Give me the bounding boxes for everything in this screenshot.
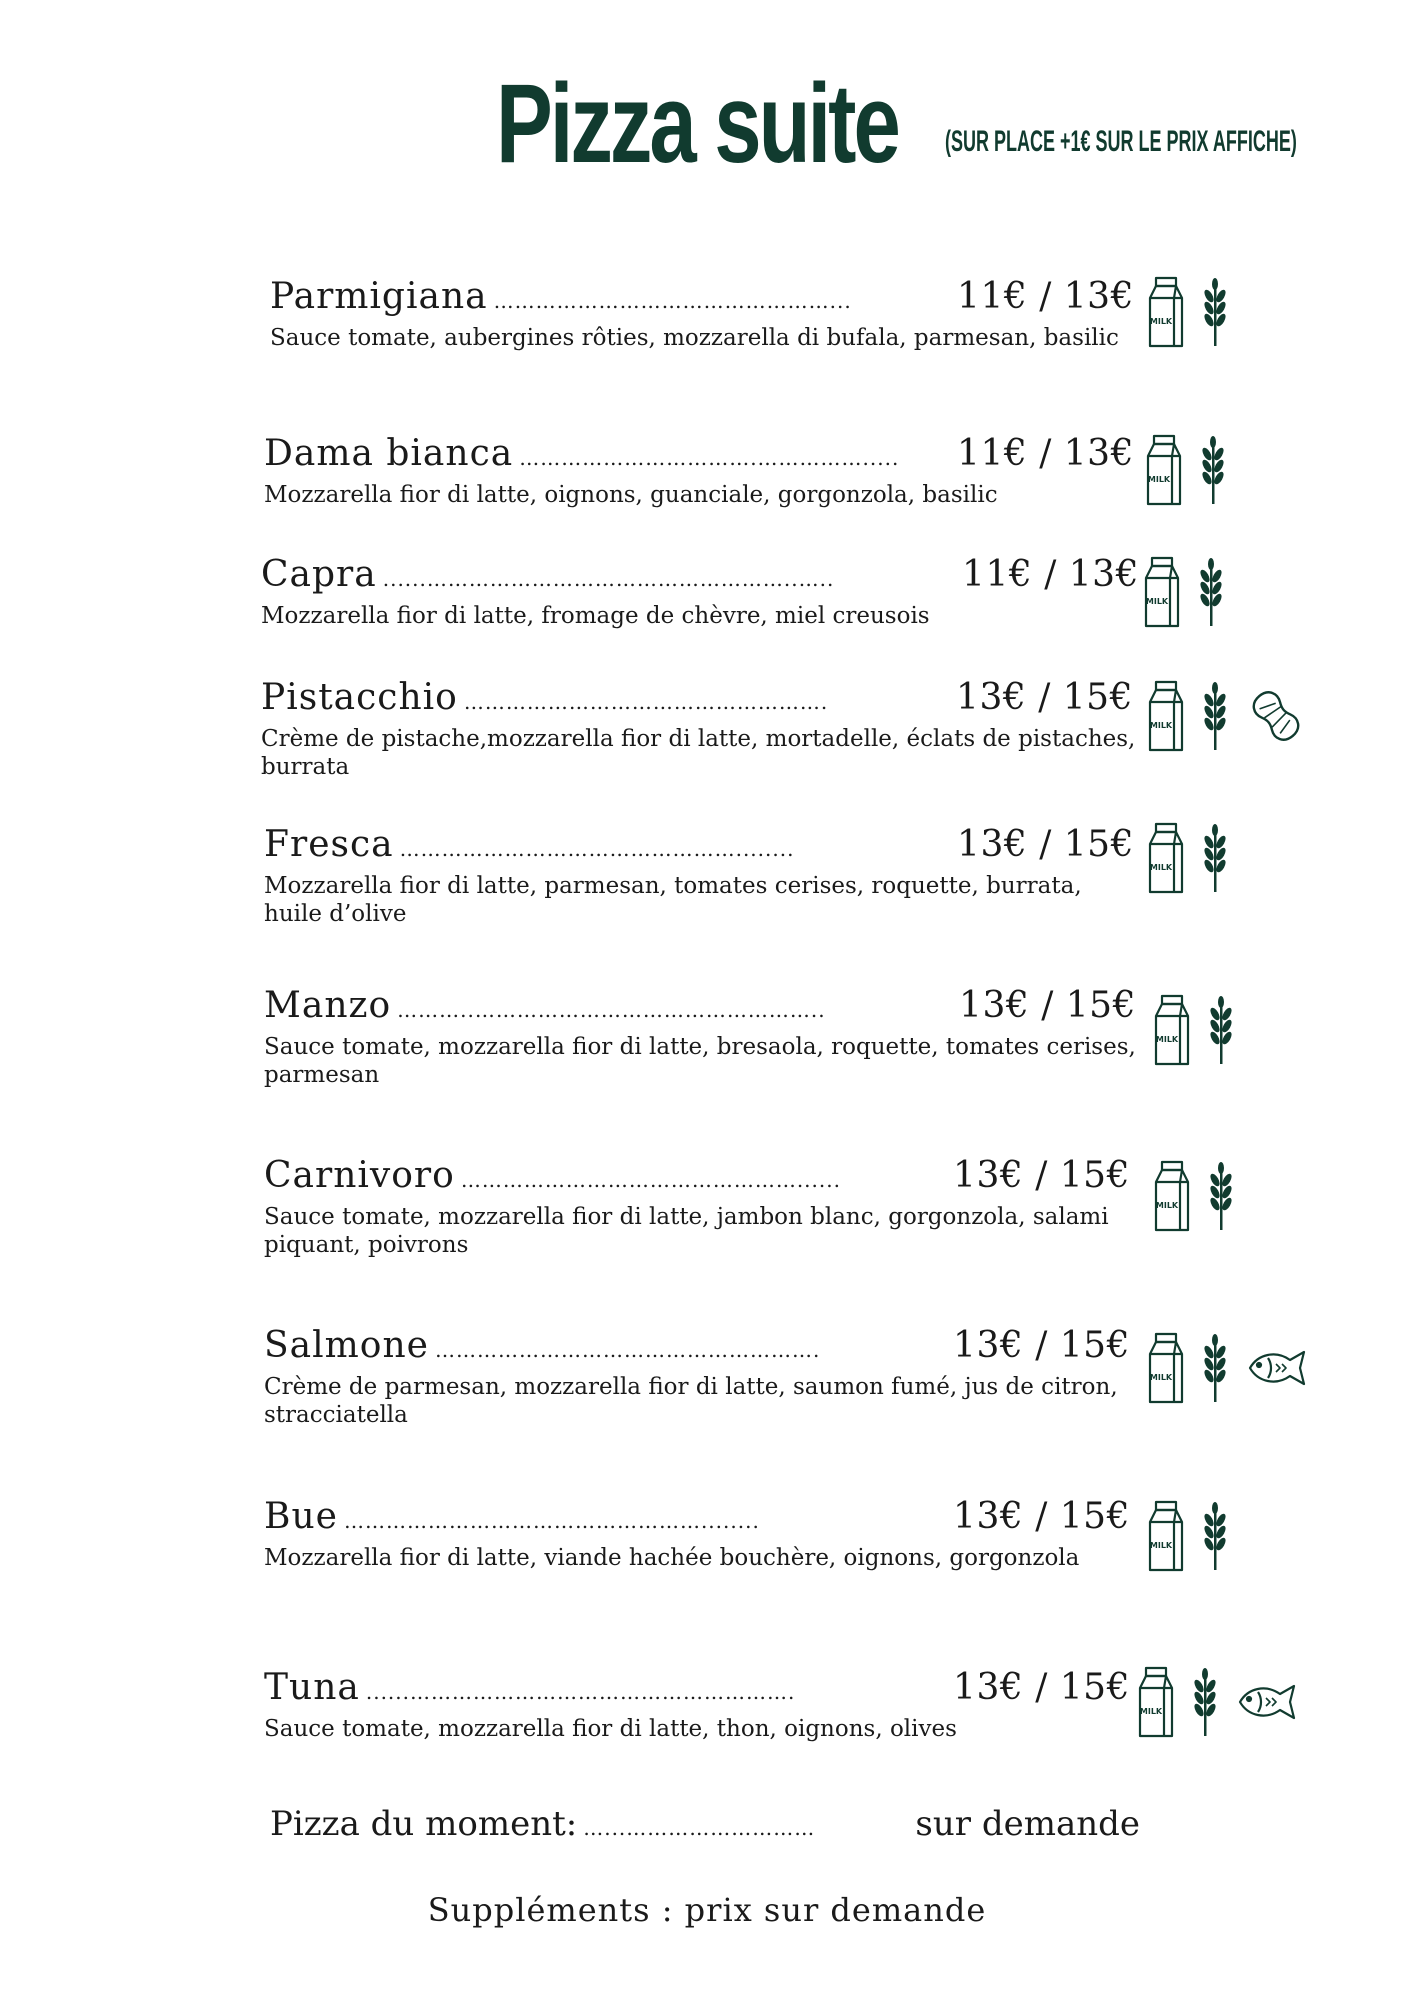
milk-icon <box>1144 434 1184 506</box>
item-leader-dots: …………………………….……………..... <box>519 446 900 470</box>
item-name: Pistacchio <box>261 677 458 718</box>
item-name: Dama bianca <box>264 433 514 474</box>
milk-icon <box>1152 1160 1192 1232</box>
item-description: Crème de parmesan, mozzarella fior di latte, saumon fumé, jus de citron, stracciatella <box>264 1374 1118 1428</box>
milk-icon <box>1146 1332 1186 1404</box>
item-price: 13€ / 15€ <box>953 1155 1130 1196</box>
item-leader-dots: ……………………………………………. <box>463 690 829 714</box>
item-price: 13€ / 15€ <box>957 824 1134 865</box>
menu-item-dama-bianca <box>264 433 1164 509</box>
svg-text:MILK: MILK <box>1149 1373 1173 1382</box>
allergen-icons <box>1146 1500 1230 1572</box>
milk-icon <box>1146 1500 1186 1572</box>
milk-icon <box>1136 1666 1176 1738</box>
menu-item-carnivoro <box>264 1155 1164 1259</box>
menu-item-manzo <box>264 985 1164 1089</box>
item-price: 13€ / 15€ <box>953 1325 1130 1366</box>
item-description: Mozzarella fior di latte, oignons, guanciale, gorgonzola, basilic <box>264 482 998 508</box>
allergen-icons <box>1136 1666 1300 1738</box>
page-subtitle: (SUR PLACE +1€ SUR LE PRIX AFFICHE) <box>945 125 1297 158</box>
menu-item-bue <box>264 1496 1164 1572</box>
svg-text:MILK: MILK <box>1149 1541 1173 1550</box>
fish-icon <box>1236 1680 1300 1724</box>
svg-text:MILK: MILK <box>1139 1707 1163 1716</box>
item-description: Mozzarella fior di latte, fromage de chèvre, miel creusois <box>261 603 930 629</box>
wheat-icon <box>1206 994 1236 1066</box>
menu-item-fresca <box>264 824 1164 928</box>
item-price: 11€ / 13€ <box>957 276 1134 317</box>
item-leader-dots: ………………………………………………. <box>434 1338 821 1362</box>
item-name: Fresca <box>264 824 394 865</box>
allergen-icons <box>1146 822 1230 894</box>
wheat-icon <box>1200 276 1230 348</box>
svg-text:MILK: MILK <box>1155 1201 1179 1210</box>
fish-icon <box>1246 1346 1310 1390</box>
menu-item-salmone <box>264 1325 1164 1429</box>
moment-value: sur demande <box>915 1804 1140 1844</box>
svg-text:MILK: MILK <box>1147 475 1171 484</box>
item-name: Salmone <box>264 1325 429 1366</box>
item-leader-dots: …………………………………………... <box>493 289 852 313</box>
wheat-icon <box>1198 434 1228 506</box>
wheat-icon <box>1200 1500 1230 1572</box>
item-description: Sauce tomate, mozzarella fior di latte, bresaola, roquette, tomates cerises, parmesan <box>264 1034 1136 1088</box>
item-description: Crème de pistache,mozzarella fior di latte, mortadelle, éclats de pistaches, burrata <box>261 726 1136 780</box>
wheat-icon <box>1190 1666 1220 1738</box>
allergen-icons <box>1144 434 1228 506</box>
milk-icon <box>1146 276 1186 348</box>
svg-text:MILK: MILK <box>1145 597 1169 606</box>
page-title: Pizza suite <box>496 61 898 186</box>
item-name: Capra <box>261 554 377 595</box>
supplements-note: Suppléments : prix sur demande <box>427 1891 987 1929</box>
wheat-icon <box>1196 556 1226 628</box>
milk-icon <box>1146 680 1186 752</box>
item-description: Sauce tomate, mozzarella fior di latte, jambon blanc, gorgonzola, salami piquant, poivrons <box>264 1204 1109 1258</box>
item-name: Manzo <box>264 985 392 1026</box>
svg-text:MILK: MILK <box>1149 317 1173 326</box>
allergen-icons <box>1152 1160 1236 1232</box>
item-price: 13€ / 15€ <box>953 1496 1130 1537</box>
wheat-icon <box>1200 680 1230 752</box>
item-leader-dots: ......………………………………………………. <box>365 1680 796 1704</box>
item-description: Mozzarella fior di latte, parmesan, tomates cerises, roquette, burrata, huile d’olive <box>264 873 1082 927</box>
allergen-icons <box>1146 276 1230 348</box>
milk-icon <box>1152 994 1192 1066</box>
menu-item-capra <box>261 554 1161 630</box>
item-leader-dots: …………………………………………........ <box>399 837 795 861</box>
item-price: 13€ / 15€ <box>956 677 1133 718</box>
svg-text:MILK: MILK <box>1149 863 1173 872</box>
item-name: Tuna <box>264 1667 360 1708</box>
milk-icon <box>1146 822 1186 894</box>
moment-label: Pizza du moment: <box>270 1804 578 1844</box>
allergen-icons <box>1146 1332 1310 1404</box>
wheat-icon <box>1200 822 1230 894</box>
item-leader-dots: ………..………………………………………….. <box>397 998 826 1022</box>
menu-item-parmigiana <box>270 276 1170 352</box>
moment-leader-dots: …...……………………… <box>583 1816 816 1840</box>
item-description: Mozzarella fior di latte, viande hachée bouchère, oignons, gorgonzola <box>264 1545 1080 1571</box>
allergen-icons <box>1142 556 1226 628</box>
pizza-du-moment <box>270 1804 1140 1848</box>
svg-text:MILK: MILK <box>1149 721 1173 730</box>
item-leader-dots: ......……………………………………………..….. <box>382 567 835 591</box>
item-description: Sauce tomate, mozzarella fior di latte, thon, oignons, olives <box>264 1716 957 1742</box>
item-price: 11€ / 13€ <box>962 554 1139 595</box>
item-name: Parmigiana <box>270 276 488 317</box>
item-name: Bue <box>264 1496 338 1537</box>
item-name: Carnivoro <box>264 1155 455 1196</box>
allergen-icons <box>1152 994 1236 1066</box>
item-price: 13€ / 15€ <box>953 1667 1130 1708</box>
item-price: 13€ / 15€ <box>959 985 1136 1026</box>
item-description: Sauce tomate, aubergines rôties, mozzarella di bufala, parmesan, basilic <box>270 325 1119 351</box>
peanut-icon <box>1246 686 1306 746</box>
menu-item-pistacchio <box>261 677 1161 781</box>
wheat-icon <box>1200 1332 1230 1404</box>
wheat-icon <box>1206 1160 1236 1232</box>
item-leader-dots: …………………………………………...... <box>460 1168 841 1192</box>
item-leader-dots: ……………………………………………........ <box>343 1509 760 1533</box>
item-price: 11€ / 13€ <box>957 433 1134 474</box>
svg-text:MILK: MILK <box>1155 1035 1179 1044</box>
allergen-icons <box>1146 680 1306 752</box>
milk-icon <box>1142 556 1182 628</box>
menu-item-tuna <box>264 1667 1164 1743</box>
